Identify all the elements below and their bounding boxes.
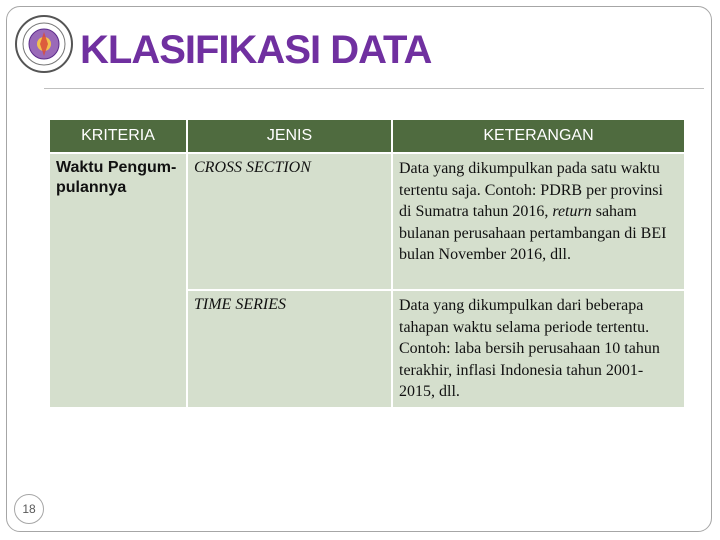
keterangan-cell bbox=[392, 153, 685, 290]
keterangan-text-cont: saham bulanan perusahaan pertambangan di BEI bulan November 2016, dll. bbox=[399, 203, 667, 263]
page-number: 18 bbox=[14, 494, 44, 524]
university-seal-logo bbox=[14, 14, 74, 74]
header-keterangan: KETERANGAN bbox=[392, 119, 685, 153]
slide-title: KLASIFIKASI DATA bbox=[80, 28, 432, 72]
title-divider bbox=[44, 88, 704, 89]
table-header-row bbox=[49, 119, 685, 153]
classification-table bbox=[48, 118, 686, 409]
jenis-cell: TIME SERIES bbox=[187, 290, 392, 408]
criterion-cell: Waktu Pengum-pulannya bbox=[49, 153, 187, 408]
keterangan-cell: Data yang dikumpulkan dari beberapa tahapan waktu selama periode tertentu. Contoh: laba bersih perusahaan 10 tahun terakhir, inflasi Indonesia tahun 2001-2015, dll. bbox=[392, 290, 685, 408]
keterangan-italic-term: return bbox=[552, 203, 592, 220]
table-row bbox=[49, 153, 685, 290]
jenis-cell: CROSS SECTION bbox=[187, 153, 392, 290]
header-jenis: JENIS bbox=[187, 119, 392, 153]
header-kriteria: KRITERIA bbox=[49, 119, 187, 153]
keterangan-text: Data yang dikumpulkan pada satu waktu tertentu saja. Contoh: PDRB per provinsi di Sumatra tahun 2016, bbox=[399, 160, 663, 220]
